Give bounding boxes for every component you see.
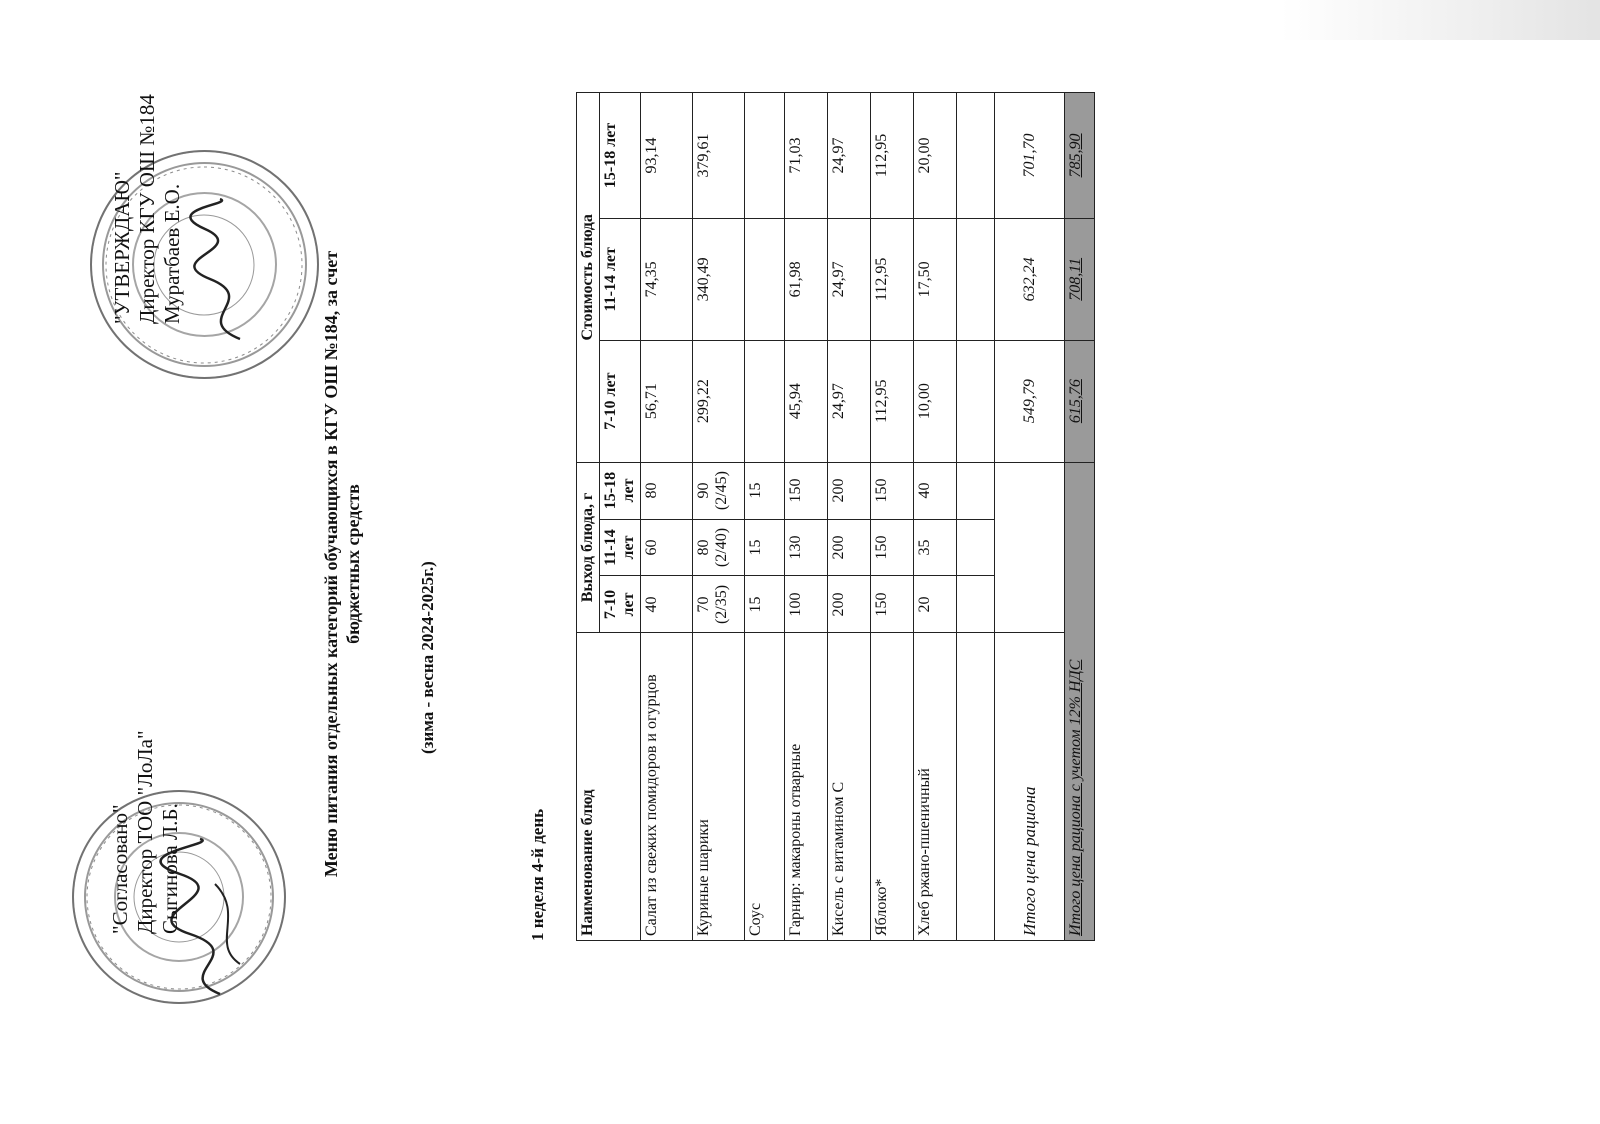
header-age: 15-18 лет bbox=[600, 462, 641, 519]
total-vat-cell: 615,76 bbox=[1065, 340, 1095, 462]
approval-right-line3: Муратбаев Е.О. bbox=[160, 183, 184, 324]
output-cell: 200 bbox=[828, 576, 871, 633]
output-cell: 35 bbox=[914, 519, 957, 576]
approval-right-line2: Директор КГУ ОШ №184 bbox=[135, 94, 159, 324]
total-cell: 549,79 bbox=[995, 340, 1065, 462]
table-row bbox=[914, 93, 957, 941]
output-cell: 40 bbox=[641, 576, 693, 633]
total-vat-row bbox=[1065, 93, 1095, 941]
cost-cell: 24,97 bbox=[828, 218, 871, 340]
approval-left-line3: Сыгинова Л.Б. bbox=[158, 803, 182, 934]
cost-cell: 24,97 bbox=[828, 93, 871, 219]
total-row bbox=[995, 93, 1065, 941]
dish-name: Гарнир: макароны отварные bbox=[785, 633, 828, 941]
output-cell: 100 bbox=[785, 576, 828, 633]
cost-cell: 61,98 bbox=[785, 218, 828, 340]
output-cell: 80 bbox=[641, 462, 693, 519]
total-vat-cell: 708,11 bbox=[1065, 218, 1095, 340]
approval-right-line1: "УТВЕРЖДАЮ" bbox=[110, 171, 134, 324]
cost-cell: 74,35 bbox=[641, 218, 693, 340]
header-age: 7-10 лет bbox=[600, 576, 641, 633]
day-label: 1 неделя 4-й день bbox=[528, 808, 547, 941]
output-cell: 150 bbox=[785, 462, 828, 519]
cost-cell: 299,22 bbox=[693, 340, 745, 462]
dish-name: Хлеб ржано-пшеничный bbox=[914, 633, 957, 941]
output-cell: 80 (2/40) bbox=[693, 519, 745, 576]
dish-name: Куриные шарики bbox=[693, 633, 745, 941]
season-label: (зима - весна 2024-2025г.) bbox=[418, 561, 437, 754]
cost-cell: 112,95 bbox=[871, 93, 914, 219]
output-cell: 70 (2/35) bbox=[693, 576, 745, 633]
output-cell: 15 bbox=[745, 576, 785, 633]
output-cell: 130 bbox=[785, 519, 828, 576]
output-cell: 40 bbox=[914, 462, 957, 519]
empty-row bbox=[957, 93, 995, 941]
cost-cell: 10,00 bbox=[914, 340, 957, 462]
header-age: 11-14 лет bbox=[600, 218, 641, 340]
output-cell: 60 bbox=[641, 519, 693, 576]
approval-right bbox=[110, 94, 185, 324]
total-cell: 632,24 bbox=[995, 218, 1065, 340]
table-row bbox=[641, 93, 693, 941]
output-cell: 20 bbox=[914, 576, 957, 633]
table-header-row bbox=[577, 93, 600, 941]
cost-cell: 93,14 bbox=[641, 93, 693, 219]
document-title bbox=[320, 154, 364, 974]
right-signature bbox=[180, 194, 270, 344]
output-cell: 90 (2/45) bbox=[693, 462, 745, 519]
dish-name: Соус bbox=[745, 633, 785, 941]
cost-cell: 340,49 bbox=[693, 218, 745, 340]
cost-cell: 56,71 bbox=[641, 340, 693, 462]
title-line-1: Меню питания отдельных категорий обучающихся в КГУ ОШ №184, за счет bbox=[321, 250, 341, 878]
cost-cell: 379,61 bbox=[693, 93, 745, 219]
dish-name: Яблоко* bbox=[871, 633, 914, 941]
cost-cell: 24,97 bbox=[828, 340, 871, 462]
table-row bbox=[745, 93, 785, 941]
cost-cell: 17,50 bbox=[914, 218, 957, 340]
header-age: 7-10 лет bbox=[600, 340, 641, 462]
approval-left-line1: "Согласовано" bbox=[108, 804, 132, 934]
cost-cell bbox=[745, 218, 785, 340]
output-cell: 200 bbox=[828, 519, 871, 576]
cost-cell: 20,00 bbox=[914, 93, 957, 219]
output-cell: 150 bbox=[871, 462, 914, 519]
table-row bbox=[693, 93, 745, 941]
cost-cell: 112,95 bbox=[871, 340, 914, 462]
header-age: 11-14 лет bbox=[600, 519, 641, 576]
table-row bbox=[871, 93, 914, 941]
menu-table bbox=[576, 92, 1095, 941]
header-dish-name: Наименование блюд bbox=[577, 633, 641, 941]
output-cell: 15 bbox=[745, 519, 785, 576]
cost-cell: 112,95 bbox=[871, 218, 914, 340]
output-cell: 150 bbox=[871, 519, 914, 576]
dish-name: Кисель с витамином С bbox=[828, 633, 871, 941]
title-line-2: бюджетных средств bbox=[343, 484, 363, 644]
total-cell: 701,70 bbox=[995, 93, 1065, 219]
table-row bbox=[828, 93, 871, 941]
cost-cell: 71,03 bbox=[785, 93, 828, 219]
cost-cell bbox=[745, 93, 785, 219]
total-label: Итого цена рациона bbox=[995, 633, 1065, 941]
output-cell: 150 bbox=[871, 576, 914, 633]
output-cell: 15 bbox=[745, 462, 785, 519]
total-vat-label: Итого цена рациона с учетом 12% НДС bbox=[1065, 462, 1095, 940]
output-cell: 200 bbox=[828, 462, 871, 519]
table-row bbox=[785, 93, 828, 941]
cost-cell: 45,94 bbox=[785, 340, 828, 462]
header-cost: Стоимость блюда bbox=[577, 93, 600, 463]
approval-left bbox=[108, 730, 183, 934]
approval-left-line2: Директор ТОО "ЛоЛа" bbox=[133, 730, 157, 934]
total-vat-cell: 785,90 bbox=[1065, 93, 1095, 219]
header-age: 15-18 лет bbox=[600, 93, 641, 219]
dish-name: Салат из свежих помидоров и огурцов bbox=[641, 633, 693, 941]
cost-cell bbox=[745, 340, 785, 462]
header-output: Выход блюда, г bbox=[577, 462, 600, 633]
